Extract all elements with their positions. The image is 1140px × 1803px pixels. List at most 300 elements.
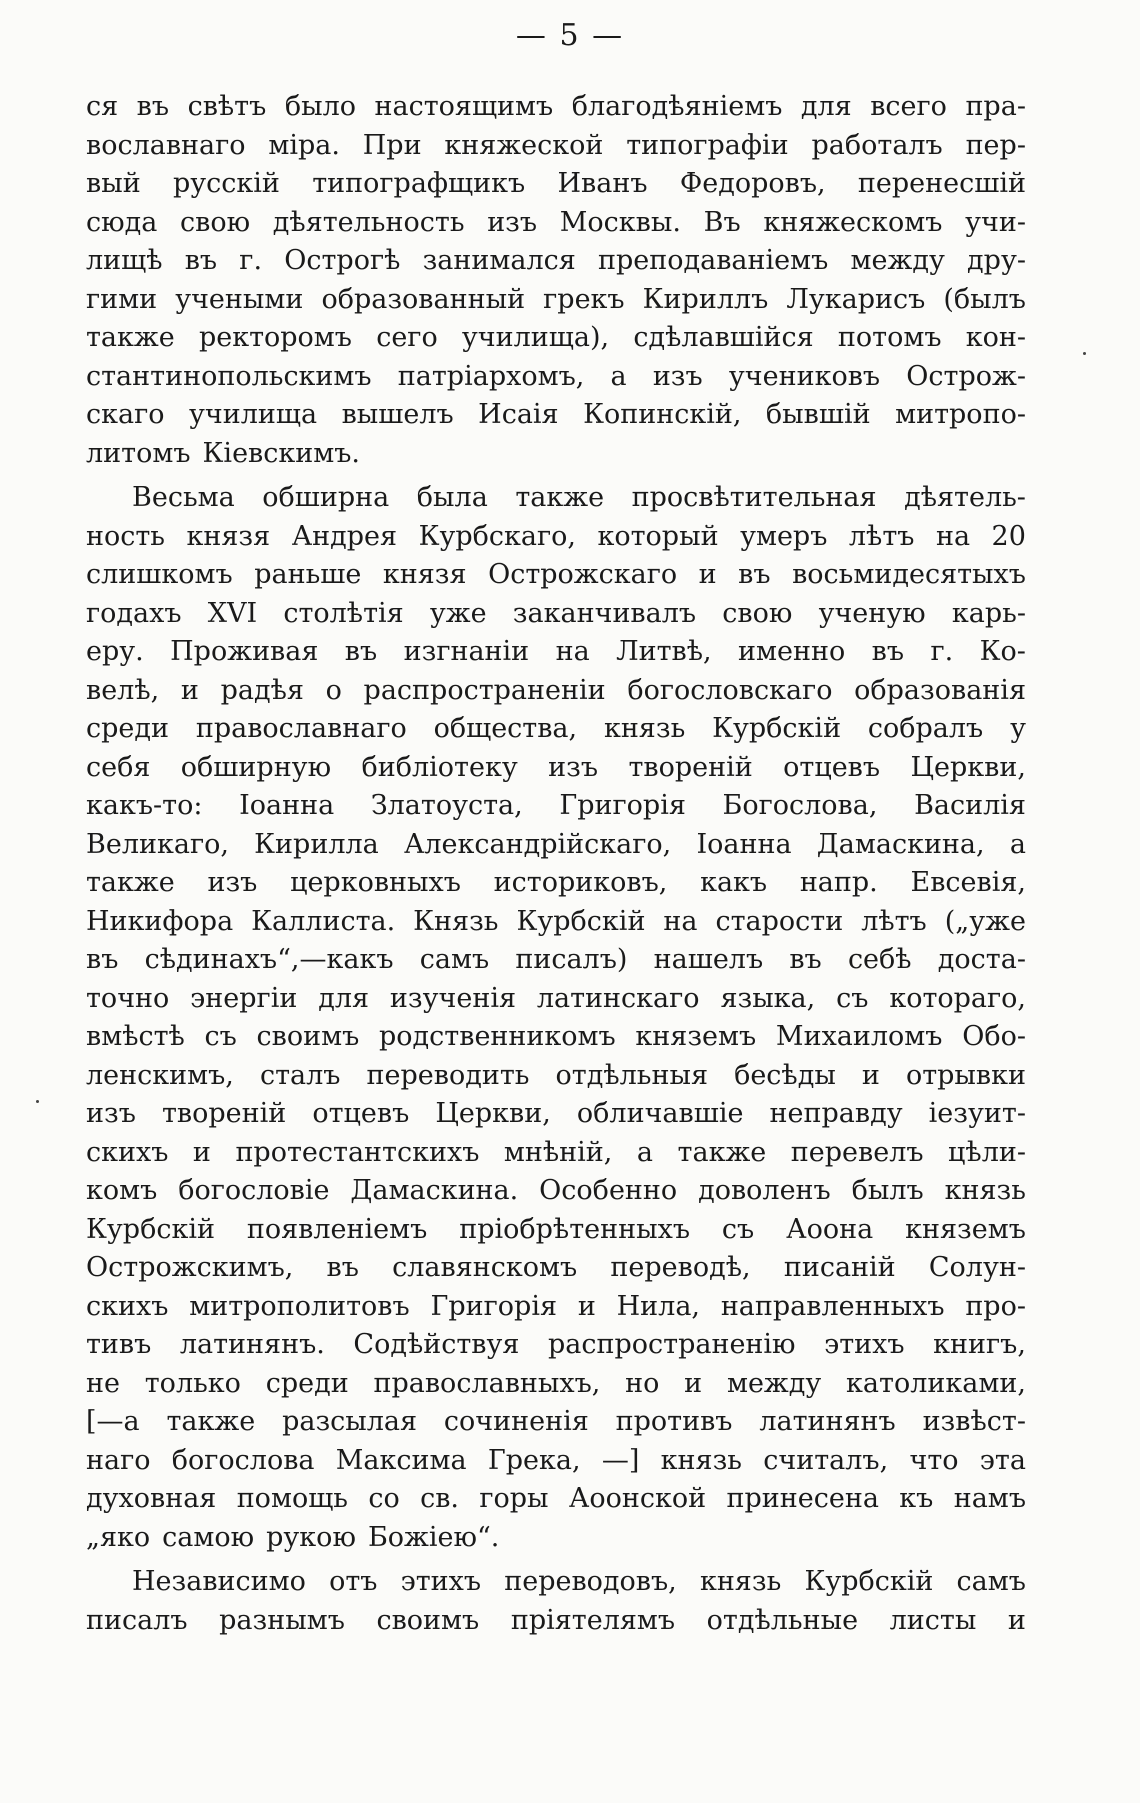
word: Аоонской [568,1483,707,1514]
word: въ [344,636,378,667]
word: стантинопольскимъ [86,360,372,392]
word: что [909,1444,959,1476]
word: ленскимъ, [86,1059,234,1091]
word: Іоанна [239,790,335,821]
word: энергіи [190,982,298,1014]
word: Максима [335,1444,467,1476]
word: пер- [965,129,1026,161]
word: Ко- [979,636,1026,667]
word: богослова [171,1444,315,1476]
word: обширна [262,482,390,513]
word: въ [136,91,170,122]
word: Михаиломъ [775,1021,943,1052]
word: со [368,1483,400,1514]
word: также [166,1406,256,1437]
word: противъ [615,1406,733,1437]
word: типографщикъ [312,168,526,199]
word: и [577,1290,596,1322]
word: учеными [175,283,304,315]
text-line [86,941,1026,980]
word: былъ [851,1175,924,1206]
word: переводѣ, [610,1252,751,1283]
word: отцевъ [312,1098,410,1129]
word: и [1007,1604,1026,1636]
word: а [1009,828,1026,860]
word: также [677,1136,767,1168]
word: считалъ, [763,1444,889,1476]
word: заканчивалъ [512,597,697,629]
word: въ [184,245,218,276]
word: Солун- [928,1252,1026,1283]
word: „яко [86,1521,151,1553]
word: протестантскихъ [235,1136,480,1168]
word: благодѣяніемъ [571,91,783,122]
text-line [86,1563,1026,1602]
word: себя [86,751,151,783]
word: старости [715,905,844,937]
word: какъ-то: [86,790,203,821]
text-line [86,204,1026,243]
word: Григорія [559,790,686,821]
word: Лукарисъ [786,283,926,315]
word: и [684,1367,703,1399]
word: Кириллъ [642,283,769,315]
word: цѣли- [948,1136,1026,1168]
word: была [416,482,488,513]
word: не [86,1367,120,1399]
word: латинянъ [759,1406,896,1437]
word: богословіе [178,1175,330,1206]
word: княземъ [635,1021,757,1052]
word: годахъ [86,597,182,629]
word: свою [722,597,793,629]
word: своимъ [256,1021,360,1052]
word: тивъ [86,1329,152,1360]
word: между [726,1367,822,1399]
text-line [86,479,1026,518]
word: вославнаго [86,129,246,161]
word: помощь [236,1483,348,1514]
word: Каллиста. [251,905,396,937]
word: сего [376,322,438,353]
text-line [86,281,1026,320]
word: князь [944,1175,1026,1206]
word: князь [660,1444,743,1476]
word: богословскаго [627,674,833,706]
word: настоящимъ [374,91,554,122]
text-line [86,903,1026,942]
word: твореній [161,1098,287,1129]
word: обширную [180,751,332,783]
word: историковъ, [493,867,668,898]
word: князя [382,559,467,590]
word: общества, [433,713,578,744]
word: собралъ [867,713,984,744]
word: св. [420,1483,460,1514]
word: въ [789,944,822,975]
word: между [850,245,945,276]
word: доволенъ [698,1175,831,1206]
word: Церкви, [910,751,1026,783]
word: ученую [818,597,926,629]
word: разсылая [282,1406,418,1437]
word: Независимо [132,1566,306,1597]
word: среди [86,713,170,744]
word: а [610,360,627,392]
word: изъ [652,360,703,392]
word: принесена [726,1483,879,1514]
word: языка, [720,982,816,1014]
word: о [325,674,342,706]
text-line [86,1095,1026,1134]
word: сѣдинахъ“,—какъ [144,944,394,975]
word: котораго, [889,982,1026,1014]
word: изъ [548,751,599,783]
word: съ [721,1213,755,1245]
word: ректоромъ [198,322,352,353]
word: вый [86,168,141,199]
word: Курбскаго, [418,520,576,552]
word: Андрея [291,520,398,552]
word: неправду [769,1098,903,1129]
word: [—а [86,1406,140,1437]
word: католиками, [846,1367,1026,1399]
word: Литвѣ, [616,636,712,667]
text-line [86,710,1026,749]
word: учи- [965,206,1026,238]
word: Федоровъ, [679,168,826,199]
word: Златоуста, [370,790,523,821]
word: литомъ [86,437,191,469]
word: Церкви, [435,1098,551,1129]
word: только [144,1367,241,1399]
word: писаній [783,1252,896,1283]
word: направленныхъ [720,1290,945,1322]
page-number: — 5 — [515,18,625,53]
word: Острожскимъ, [86,1252,294,1283]
word: князь [603,713,686,744]
word: сдѣлавшійся [633,322,814,353]
word: горы [479,1483,549,1514]
word: гими [86,283,158,315]
word: князя [186,520,271,552]
word: дру- [967,245,1026,276]
word: сюда [86,206,158,238]
word: духовная [86,1483,217,1514]
word: княземъ [905,1213,1026,1245]
word: Іоанна [696,828,792,860]
word: вышелъ [341,399,454,430]
word: пріятелямъ [510,1604,676,1636]
word: восьмидесятыхъ [792,559,1026,590]
word: писалъ [86,1604,188,1636]
word: Курбскій [86,1213,215,1245]
word: уже [429,597,487,629]
word: этихъ [400,1566,482,1597]
word: Курбскій [516,905,646,937]
word: который [597,520,719,552]
word: доста- [937,944,1026,975]
word: еру. [86,636,144,667]
word: бесѣды [734,1059,836,1091]
word: бывшій [765,399,871,430]
text-line [86,672,1026,711]
word: ся [86,91,119,122]
word: лѣтъ [861,905,927,937]
word: скихъ [86,1136,169,1168]
text-line [86,749,1026,788]
word: для [318,982,370,1014]
text-line [86,1288,1026,1327]
word: латинянъ. [179,1329,325,1360]
word: православныхъ, [373,1367,601,1399]
word: переводить [366,1059,530,1091]
word: Кіевскимъ. [202,437,360,469]
word: всего [870,91,947,122]
text-line [86,787,1026,826]
word: и [180,674,199,706]
word: столѣтія [283,597,404,629]
word: изъ [487,206,538,238]
word: Особенно [539,1175,678,1206]
word: лищѣ [86,245,163,276]
word: на [935,520,971,552]
word: Никифора [86,905,234,937]
word: эта [979,1444,1026,1476]
word: намъ [953,1483,1026,1514]
word: Божіею“. [367,1521,500,1553]
word: было [284,91,356,122]
word: переводовъ, [504,1566,677,1597]
word: обличавшіе [576,1098,744,1129]
word: —] [601,1444,640,1476]
word: пра- [965,91,1026,122]
text-line [86,1326,1026,1365]
word: пріобрѣтенныхъ [459,1213,690,1245]
word: церковныхъ [290,867,461,898]
word: образованный [321,283,526,315]
word: на [663,905,698,937]
word: и [192,1136,211,1168]
word: Копинскій, [583,399,742,430]
text-line [86,1442,1026,1481]
word: Дамаскина, [816,828,985,860]
word: твореній [628,751,753,783]
word: просвѣтительная [631,482,877,513]
word: Проживая [170,636,319,667]
word: Москвы. [559,206,681,238]
word: рукою [266,1521,356,1553]
text-line [86,396,1026,435]
word: а [636,1136,654,1168]
word: При [362,129,422,161]
text-line [86,242,1026,281]
word: Великаго, [86,828,229,860]
word: извѣст- [922,1406,1026,1437]
word: въ [738,559,771,590]
word: у [1010,713,1026,744]
text-line [86,1365,1026,1404]
word: перенесшій [857,168,1026,199]
word: изъ [207,867,258,898]
word: въ [871,636,905,667]
word: Нила, [616,1290,700,1322]
print-speck [36,1100,39,1103]
word: изученія [389,982,516,1014]
word: появленіемъ [246,1213,428,1245]
text-line [86,1018,1026,1057]
word: также [86,867,175,898]
word: точно [86,982,170,1014]
word: радѣя [220,674,304,706]
word: этихъ [824,1329,905,1360]
word: училища), [461,322,610,353]
word: работалъ [811,129,943,161]
word: іезуит- [928,1098,1026,1129]
word: самъ [419,944,490,975]
word: для [800,91,852,122]
text-line [86,595,1026,634]
text-line [86,1403,1026,1442]
word: самою [162,1521,255,1553]
word: Грека, [487,1444,581,1476]
word: Аоона [786,1213,874,1245]
word: съ [836,982,869,1014]
word: Евсевія, [910,867,1026,898]
text-line [86,88,1026,127]
word: мнѣній, [503,1136,613,1168]
word: въ [86,944,119,975]
word: и [698,559,717,590]
word: на [555,636,590,667]
word: Кирилла [254,828,379,860]
word: Курбскій [804,1566,934,1597]
word: писалъ) [515,944,628,975]
word: отъ [329,1566,378,1597]
text-line [86,1172,1026,1211]
word: нашелъ [653,944,764,975]
word: Весьма [132,482,235,513]
word: занимался [422,245,576,276]
word: латинскаго [536,982,700,1014]
word: славянскомъ [392,1252,578,1283]
text-line [86,435,1026,474]
word: самъ [956,1566,1026,1597]
word: Иванъ [557,168,648,199]
word: сталъ [259,1059,341,1091]
word: князь [699,1566,782,1597]
text-line [86,980,1026,1019]
text-line [86,358,1026,397]
word: русскій [172,168,280,199]
word: XVI [207,597,258,629]
word: раньше [254,559,362,590]
word: въ [326,1252,359,1283]
word: велѣ, [86,674,160,706]
word: Обо- [962,1021,1026,1052]
word: но [625,1367,660,1399]
word: типографіи [626,129,789,161]
word: Острожскаго [488,559,678,590]
word: дѣятель- [904,482,1026,513]
word: Курбскій [712,713,842,744]
text-line [86,1057,1026,1096]
word: разнымъ [219,1604,345,1636]
word: свою [180,206,251,238]
word: Князь [413,905,499,937]
word: сочиненія [443,1406,589,1437]
text-line [86,319,1026,358]
word: отдѣльные [706,1604,859,1636]
word: митрополитовъ [189,1290,410,1322]
word: г. [239,245,263,276]
word: Содѣйствуя [353,1329,520,1360]
word: потомъ [837,322,942,353]
word: также [515,482,605,513]
word: изгнаніи [403,636,530,667]
word: среди [265,1367,349,1399]
word: распространеніи [363,674,606,706]
word: княжеской [444,129,604,161]
word: себѣ [847,944,912,975]
word: княжескомъ [763,206,943,238]
word: листы [889,1604,977,1636]
word: книгъ, [933,1329,1026,1360]
word: Василія [914,790,1026,821]
word: также [86,322,175,353]
word: съ [204,1021,237,1052]
word: изъ [86,1098,136,1129]
word: кон- [965,322,1026,353]
word: ность [86,520,166,552]
word: какъ [700,867,768,898]
word: напр. [799,867,878,898]
word: училища [188,399,318,430]
word: комъ [86,1175,158,1206]
word: православнаго [195,713,407,744]
text-line [86,127,1026,166]
text-line [86,1519,1026,1558]
word: про- [965,1290,1026,1322]
word: Острож- [906,360,1026,392]
word: Исаія [478,399,559,430]
word: наго [86,1444,151,1476]
word: Дамаскина. [350,1175,519,1206]
word: учениковъ [728,360,881,392]
word: отцевъ [783,751,881,783]
word: библіотеку [361,751,518,783]
word: распространенію [547,1329,796,1360]
word: отрывки [905,1059,1026,1091]
word: скаго [86,399,165,430]
word: патріархомъ, [397,360,585,392]
word: вмѣстѣ [86,1021,185,1052]
word: и [861,1059,880,1091]
word: свѣтъ [187,91,267,122]
word: Григорія [430,1290,557,1322]
text-line [86,518,1026,557]
word: („уже [944,905,1026,937]
text-line [86,1480,1026,1519]
text-line [86,1134,1026,1173]
word: міра. [268,129,340,161]
text-line [86,1602,1026,1641]
word: карь- [951,597,1026,629]
word: г. [930,636,954,667]
word: (былъ [943,283,1026,315]
word: преподаваніемъ [598,245,829,276]
text-line [86,1249,1026,1288]
